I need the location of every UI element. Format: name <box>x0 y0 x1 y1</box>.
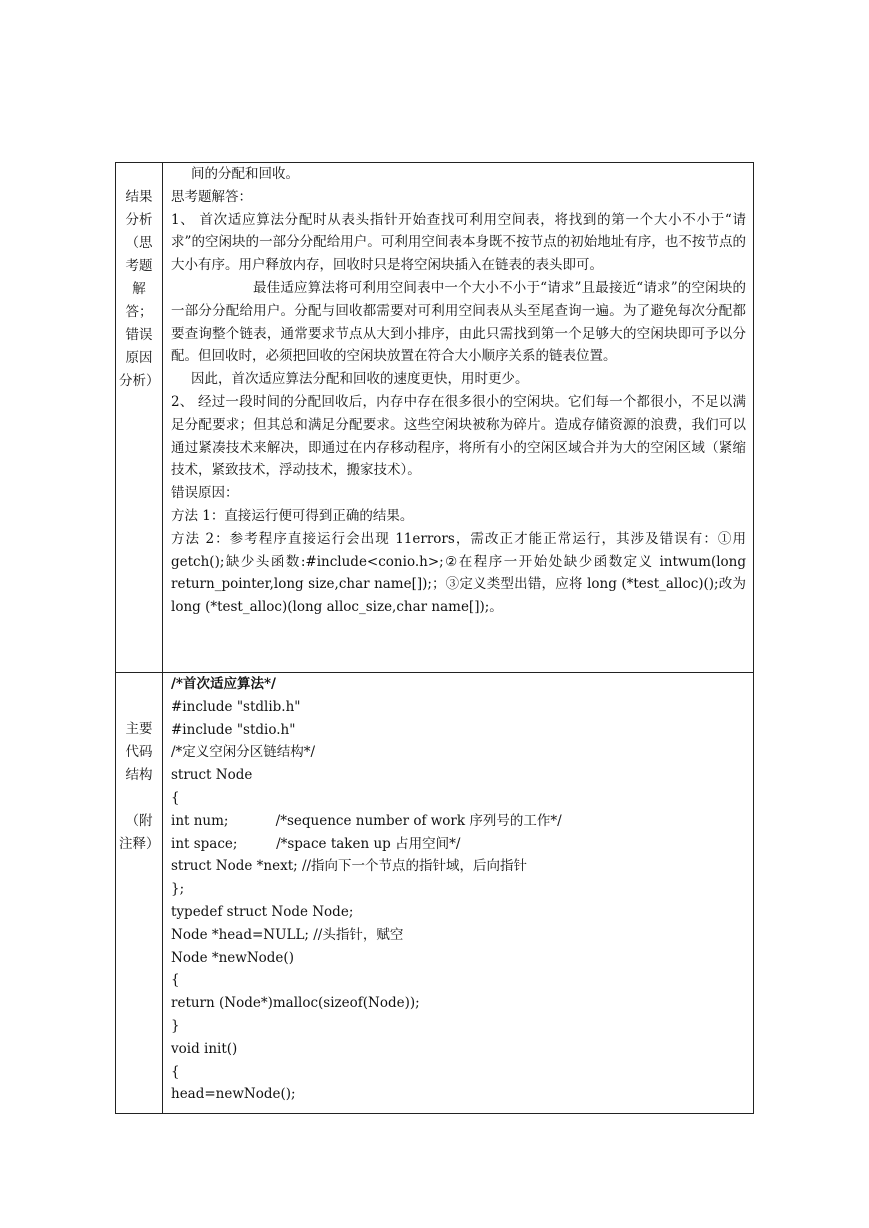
code-line: Node *newNode() <box>171 949 294 966</box>
code-line: #include "stdlib.h" <box>171 698 301 715</box>
code-listing <box>163 673 754 1114</box>
code-line: /*首次适应算法*/ <box>171 676 276 692</box>
paragraph: 最佳适应算法将可利用空间表中一个大小不小于“请求”且最接近“请求”的空闲块的一部分分配给用户。分配与回收都需要对可利用空间表从头至尾查询一遍。为了避免每次分配都要查询整个链表，通常要求节点从大到小排序，由此只需找到第一个足够大的空闲块即可予以分配。但回收时，必须把回收的空闲块放置在符合大小顺序关系的链表位置。 <box>171 279 746 365</box>
code-line: } <box>171 1017 180 1034</box>
result-analysis-label: 结果分析（思考题解答；错误原因分析） <box>119 189 160 389</box>
paragraph: 因此，首次适应算法分配和回收的速度更快，用时更少。 <box>191 371 529 388</box>
result-analysis-content <box>163 163 754 673</box>
code-line: { <box>171 789 180 806</box>
code-line: }; <box>171 881 185 898</box>
paragraph: 2、 经过一段时间的分配回收后，内存中存在很多很小的空闲块。它们每一个都很小，不足以满足分配要求；但其总和满足分配要求。这些空闲块被称为碎片。造成存储资源的浪费，我们可以通过紧凑技术来解决，即通过在内存移动程序，将所有小的空闲区域合并为大的空闲区域（紧缩技术，紧致技术，浮动技术，搬家技术）。 <box>171 393 746 479</box>
code-line: return (Node*)malloc(sizeof(Node)); <box>171 995 420 1012</box>
code-line: head=newNode(); <box>171 1086 296 1103</box>
code-line: int num; /*sequence number of work 序列号的工作*/ <box>171 812 562 829</box>
code-line: struct Node *next; //指向下一个节点的指针域，后向指针 <box>171 858 528 875</box>
code-annotation-label: （附注释） <box>119 813 160 852</box>
code-line: /*定义空闲分区链结构*/ <box>171 744 316 761</box>
label-gap <box>116 787 162 810</box>
code-line: int space; /*space taken up 占用空间*/ <box>171 835 461 852</box>
paragraph: 方法 1：直接运行便可得到正确的结果。 <box>171 507 414 524</box>
report-table <box>115 162 754 1114</box>
code-structure-label: 主要代码结构 <box>125 721 153 783</box>
paragraph: 思考题解答： <box>171 188 252 205</box>
code-structure-row <box>116 673 754 1114</box>
code-line: struct Node <box>171 767 253 784</box>
paragraph: 1、 首次适应算法分配时从表头指针开始查找可利用空间表，将找到的第一个大小不小于“请求”的空闲块的一部分分配给用户。可利用空间表本身既不按节点的初始地址有序，也不按节点的大小有序。用户释放内存，回收时只是将空闲块插入在链表的表头即可。 <box>171 211 746 274</box>
code-structure-label-cell <box>116 673 163 1114</box>
code-line: typedef struct Node Node; <box>171 903 354 920</box>
result-analysis-label-cell <box>116 163 163 673</box>
code-line: { <box>171 972 180 989</box>
paragraph: 间的分配和回收。 <box>191 166 299 182</box>
result-analysis-row <box>116 163 754 673</box>
code-line: { <box>171 1063 180 1080</box>
code-line: void init() <box>171 1040 238 1057</box>
paragraph: 方法 2：参考程序直接运行会出现 11errors，需改正才能正常运行，其涉及错误有：①用 getch();缺少头函数:#include<conio.h>;②在程序一开始处缺少函数定义 intwum(long return_pointer,long size,char name[]);；③定义类型出错，应将 long (*test_alloc)();改为 long (*test_alloc)(long alloc_size,char name[]);。 <box>171 530 746 616</box>
code-line: #include "stdio.h" <box>171 721 296 738</box>
code-line: Node *head=NULL; //头指针，赋空 <box>171 926 404 943</box>
paragraph: 错误原因： <box>171 485 239 502</box>
